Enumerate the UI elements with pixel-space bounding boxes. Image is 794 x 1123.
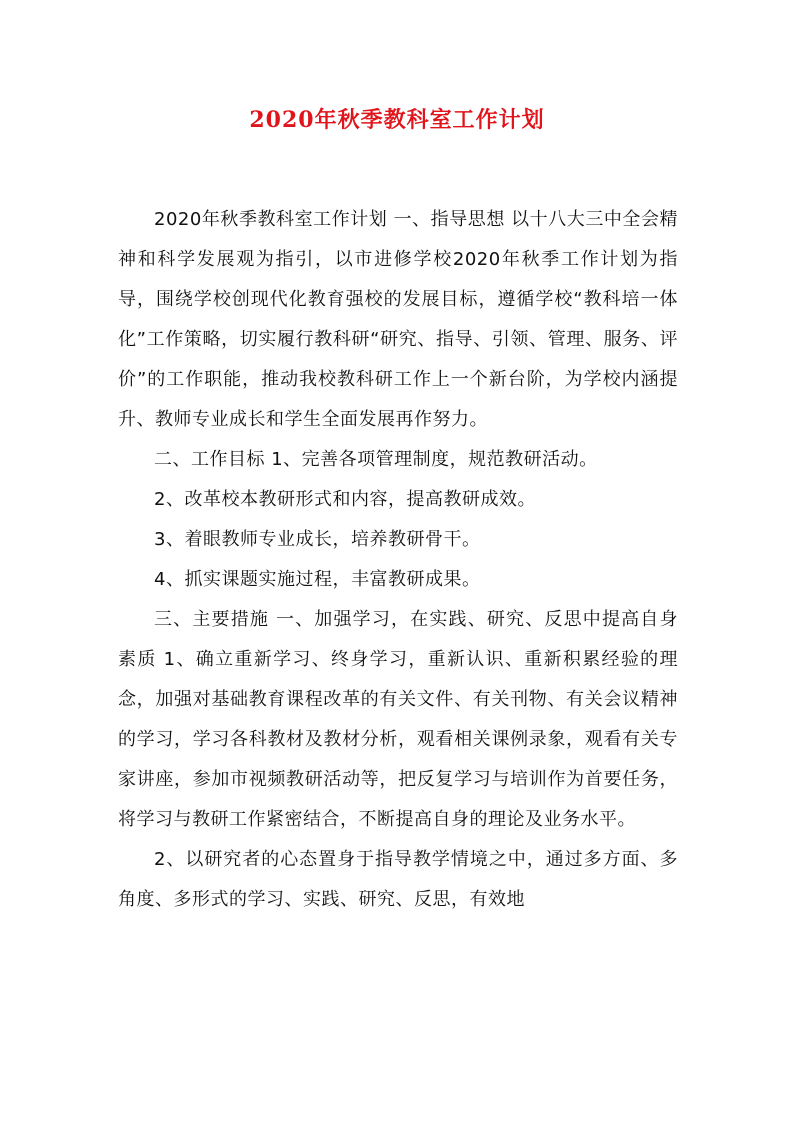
paragraph-goal-4: 4、抓实课题实施过程，丰富教研成果。 (154, 569, 481, 590)
paragraph-goal-2: 2、改革校本教研形式和内容，提高教研成效。 (154, 489, 536, 510)
paragraph-work-goals: 二、工作目标 1、完善各项管理制度，规范教研活动。 (154, 449, 598, 470)
paragraph-goal-3: 3、着眼教师专业成长，培养教研骨干。 (154, 529, 481, 550)
paragraph-guiding-ideology: 2020年秋季教科室工作计划 一、指导思想 以十八大三中全会精神和科学发展观为指引，以市进修学校2020年秋季工作计划为指导，围绕学校创现代化教育强校的发展目标，遵循学校“教科培一体化”工作策略，切实履行教科研“研究、指导、引领、管理、服务、评价”的工作职能，推动我校教科研工作上一个新台阶，为学校内涵提升、教师专业成长和学生全面发展再作努力。 (118, 209, 678, 430)
document-body (118, 200, 678, 920)
paragraph-measure-2: 2、以研究者的心态置身于指导教学情境之中，通过多方面、多角度、多形式的学习、实践、研究、反思，有效地 (118, 849, 678, 910)
document-title: 2020年秋季教科室工作计划 (249, 107, 545, 133)
paragraph-main-measures: 三、主要措施 一、加强学习，在实践、研究、反思中提高自身素质 1、确立重新学习、终身学习，重新认识、重新积累经验的理念，加强对基础教育课程改革的有关文件、有关刊物、有关会议精神的学习，学习各科教材及教材分析，观看相关课例录象，观看有关专家讲座，参加市视频教研活动等，把反复学习与培训作为首要任务，将学习与教研工作紧密结合，不断提高自身的理论及业务水平。 (118, 609, 678, 830)
